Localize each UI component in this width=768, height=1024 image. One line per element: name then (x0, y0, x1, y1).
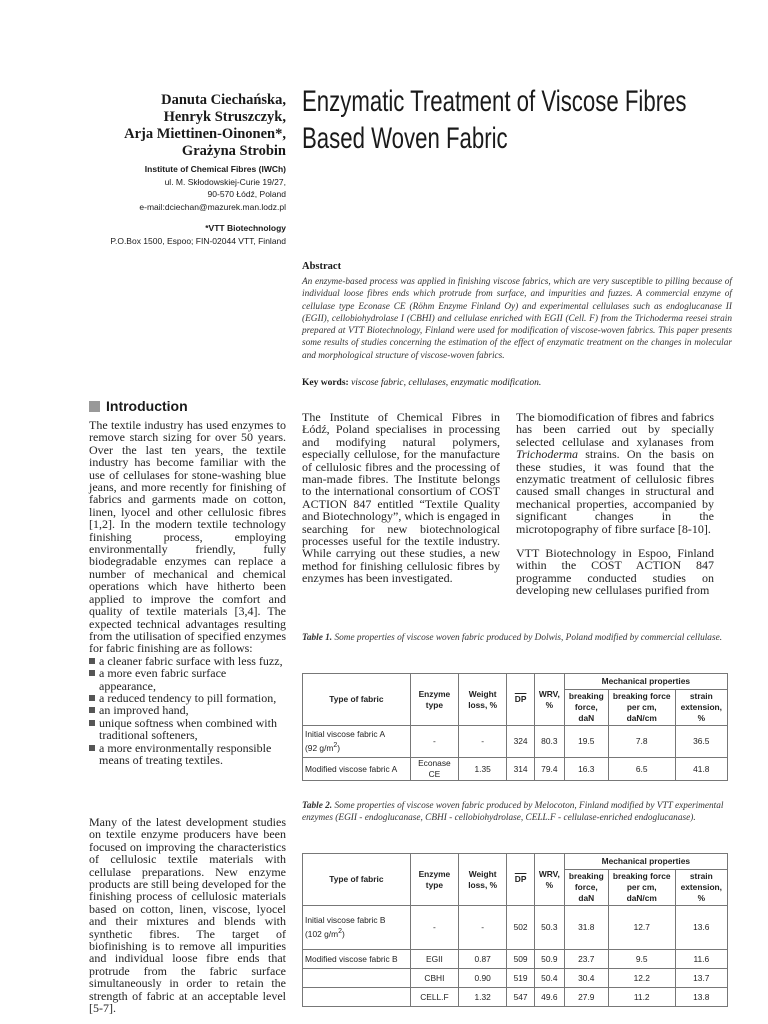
institute-address-line: 90-570 Łódź, Poland (207, 189, 286, 199)
table-cell: Modified viscose fabric B (303, 950, 411, 969)
col-header-group: Mechanical properties (564, 674, 727, 690)
table-cell: 1.32 (459, 988, 507, 1007)
table-row (303, 726, 728, 758)
table-cell: - (459, 906, 507, 950)
title-line: Enzymatic Treatment of Viscose Fibres (302, 85, 687, 118)
keywords-label: Key words: (302, 378, 349, 388)
table-cell: 23.7 (564, 950, 608, 969)
cell-text: Initial viscose fabric B (305, 915, 386, 926)
table-cell: 314 (507, 758, 535, 781)
table-label: Table 1. (302, 633, 333, 643)
table-caption-text: Some properties of viscose woven fabric produced by Melocoton, Finland modified by VTT experimental enzymes (EGII - endoglucanase, CBHI - cellobiohydrolase, CELL.F - cellulase-enriched endoglucanase). (302, 801, 724, 823)
table-cell: 12.7 (608, 906, 675, 950)
author-list (100, 92, 286, 160)
body-paragraph: The Institute of Chemical Fibres in Łódź, Poland specialises in processing and modifying natural polymers, especially cellulose, for the manufacture of cellulosic fibres and the processing of man-made fibres. The Institute belongs to the international consortium of COST ACTION 847 entitled “Textile Quality and Biotechnology”, which is engaged in searching for new biotechnological processes useful for the textile industry. While carrying out these studies, a new method for finishing cellulosic fibres by enzymes has been investigated. (302, 410, 500, 586)
dp-header: $\overline{DP}$ (514, 694, 527, 704)
list-item-text: unique softness when combined with traditional softeners, (99, 715, 277, 743)
table-cell: 519 (507, 969, 535, 988)
col-header: Type of fabric (303, 674, 411, 726)
col-header: breaking force per cm, daN/cm (608, 870, 675, 906)
table-cell: 11.6 (675, 950, 727, 969)
keywords-list: viscose fabric, cellulases, enzymatic modification. (351, 378, 542, 388)
table-cell (303, 726, 411, 758)
section-square-icon (89, 401, 100, 412)
table-cell: 79.4 (534, 758, 564, 781)
text-span: The biomodification of fibres and fabrics has been carried out by specially selected cellulase and xylanases from (516, 410, 714, 449)
list-item-text: a more environmentally responsible means of treating textiles. (99, 740, 272, 767)
col-header: strain extension, % (675, 690, 727, 726)
table-cell: 0.87 (459, 950, 507, 969)
bullet-square-icon (89, 720, 95, 726)
table-cell (303, 906, 411, 950)
keywords (302, 378, 732, 388)
table-row (303, 950, 728, 969)
intro-column-1 (89, 419, 286, 766)
affiliations (80, 163, 286, 247)
col-header: breaking force per cm, daN/cm (608, 690, 675, 726)
col-header (507, 854, 535, 906)
table-cell: 547 (507, 988, 535, 1007)
table-cell: 19.5 (564, 726, 608, 758)
table-cell: - (410, 906, 458, 950)
paper-title (302, 83, 687, 157)
cell-text: 2 (333, 742, 338, 750)
advantages-list (89, 655, 286, 767)
table-cell: 13.6 (675, 906, 727, 950)
table-cell: 6.5 (608, 758, 675, 781)
table-cell: EGII (410, 950, 458, 969)
vtt-address: P.O.Box 1500, Espoo; FIN-02044 VTT, Finland (110, 235, 286, 246)
author-email: e-mail:dciechan@mazurek.man.lodz.pl (139, 201, 286, 212)
col-header: Enzyme type (410, 854, 458, 906)
table-cell: 509 (507, 950, 535, 969)
col-header: strain extension, % (675, 870, 727, 906)
cell-text: ) (341, 928, 345, 939)
body-column-3 (516, 411, 714, 597)
table-cell: 16.3 (564, 758, 608, 781)
col-header: WRV, % (534, 674, 564, 726)
list-item-text: a more even fabric surface appearance, (99, 666, 227, 693)
abstract-text: An enzyme-based process was applied in finishing viscose fabrics, which are very susceptible to pilling because of individual loose fibres ends which protrude from surface, and impurities and fuzzes. A commercial enzyme of cellulase type Econase CE (Röhm Enzyme Finland Oy) and experimental cellulases such as endoglucanase II (EGII), cellobiohydrolase I (CBHI) and cellulase enriched with EGII (Cell. F) from the Trichoderma reesei strain prepared at VTT Biotechnology, Finland were used for modification of viscose-woven fabrics. This paper presents some results of studies concerning the estimation of the effect of enzymatic treatment on the changes in molecular and morphological structure of viscose-woven fabrics. (302, 277, 732, 361)
list-item (89, 742, 286, 767)
table-cell: 80.3 (534, 726, 564, 758)
introduction-heading-text: Introduction (106, 398, 188, 414)
cell-text: 2 (338, 928, 342, 936)
table-cell: Modified viscose fabric A (303, 758, 411, 781)
table-cell: 41.8 (675, 758, 727, 781)
introduction-heading (89, 398, 188, 414)
table-cell: 27.9 (564, 988, 608, 1007)
table-row (303, 969, 728, 988)
table-cell: 50.4 (534, 969, 564, 988)
author-name: Danuta Ciechańska, (161, 92, 286, 108)
table-cell: 324 (507, 726, 535, 758)
table-row (303, 758, 728, 781)
table-cell: - (459, 726, 507, 758)
text-span: strains. On the basis on these studies, it was found that the enzymatic treatment of cellulosic fibres caused small changes in structural and mechanical properties, accompanied by significant changes in the microtopography of fibre surface [8-10]. (516, 447, 714, 536)
cell-text: ) (337, 742, 341, 753)
bullet-square-icon (89, 670, 95, 676)
institute-address-line: ul. M. Skłodowskiej-Curie 19/27, (164, 176, 286, 187)
intro-column-1-lower (89, 816, 286, 1015)
table-cell: 36.5 (675, 726, 727, 758)
cell-text: (102 g/m (305, 928, 339, 939)
institute-name: Institute of Chemical Fibres (IWCh) (144, 164, 286, 174)
abstract-heading: Abstract (302, 261, 342, 272)
table-cell: 30.4 (564, 969, 608, 988)
cell-text: Initial viscose fabric A (305, 729, 386, 740)
col-header: WRV, % (534, 854, 564, 906)
table-row (303, 988, 728, 1007)
table-cell: 31.8 (564, 906, 608, 950)
intro-paragraph: Many of the latest development studies on textile enzyme producers have been focused on improving the characteristics of cellulosic textile materials with cellulase preparations. New enzyme products are still being developed for the finishing process of cellulosic materials based on cotton, linen, viscose, lyocel and their mixtures and blends with synthetic fibres. The target of biofinishing is to remove all impurities and individual loose fibre ends that protrude from the fabric surface simultaneously in order to retain the strength of fabric at an acceptable level [5-7]. (89, 815, 286, 1016)
table-cell: 11.2 (608, 988, 675, 1007)
col-header: breaking force, daN (564, 690, 608, 726)
bullet-square-icon (89, 745, 95, 751)
col-header-group: Mechanical properties (564, 854, 727, 870)
table-cell: 502 (507, 906, 535, 950)
table-label: Table 2. (302, 801, 333, 811)
table-cell: CELL.F (410, 988, 458, 1007)
table-cell: 50.3 (534, 906, 564, 950)
table-cell: Econase CE (410, 758, 458, 781)
table-caption-text: Some properties of viscose woven fabric produced by Dolwis, Poland modified by commercial cellulase. (334, 633, 723, 643)
list-item (89, 667, 286, 692)
author-name: Henryk Struszczyk, (163, 109, 286, 125)
list-item-text: a reduced tendency to pill formation, (99, 690, 277, 705)
table-cell: 13.7 (675, 969, 727, 988)
dp-header: $\overline{DP}$ (514, 874, 527, 884)
table-cell: 49.6 (534, 988, 564, 1007)
col-header: Weight loss, % (459, 674, 507, 726)
vtt-name: *VTT Biotechnology (205, 223, 286, 233)
bullet-square-icon (89, 695, 95, 701)
col-header (507, 674, 535, 726)
body-paragraph: VTT Biotechnology in Espoo, Finland within the COST ACTION 847 programme conducted studies on developing new cellulases purified from (516, 546, 714, 598)
table-row (303, 906, 728, 950)
body-column-2 (302, 411, 500, 585)
list-item (89, 717, 286, 742)
table-1 (302, 673, 728, 781)
bullet-square-icon (89, 707, 95, 713)
species-name: Trichoderma (516, 447, 579, 462)
table-cell (303, 969, 411, 988)
table-cell: - (410, 726, 458, 758)
author-name: Grażyna Strobin (181, 143, 286, 159)
table-1-caption (302, 633, 732, 645)
table-cell: 9.5 (608, 950, 675, 969)
list-item-text: an improved hand, (99, 703, 189, 718)
col-header: Type of fabric (303, 854, 411, 906)
intro-paragraph: The textile industry has used enzymes to remove starch sizing for over 50 years. Over the last ten years, the textile industry has become familiar with the use of cellulases for stone-washing blue jeans, and more recently for finishing of fabrics and garments made on cotton, linen, lyocel and other cellulosic fibres [1,2]. In the modern textile technology finishing process, employing environmentally friendly, fully biodegradable enzymes can replace a number of mechanical and chemical operations which have hitherto been applied to improve the comfort and quality of textile materials [3,4]. The expected technical advantages resulting from the utilisation of specified enzymes for fabric finishing are as follows: (89, 418, 286, 656)
col-header: Weight loss, % (459, 854, 507, 906)
table-2 (302, 853, 728, 1007)
table-cell: 7.8 (608, 726, 675, 758)
table-cell: CBHI (410, 969, 458, 988)
table-cell: 1.35 (459, 758, 507, 781)
table-cell: 12.2 (608, 969, 675, 988)
table-cell: 50.9 (534, 950, 564, 969)
list-item-text: a cleaner fabric surface with less fuzz, (99, 653, 283, 668)
col-header: Enzyme type (410, 674, 458, 726)
title-line: Based Woven Fabric (302, 122, 508, 155)
table-cell (303, 988, 411, 1007)
bullet-square-icon (89, 658, 95, 664)
body-paragraph (516, 411, 714, 535)
author-name: Arja Miettinen-Oinonen*, (124, 126, 286, 142)
cell-text: (92 g/m (305, 742, 334, 753)
table-cell: 13.8 (675, 988, 727, 1007)
table-cell: 0.90 (459, 969, 507, 988)
col-header: breaking force, daN (564, 870, 608, 906)
table-2-caption (302, 801, 732, 825)
